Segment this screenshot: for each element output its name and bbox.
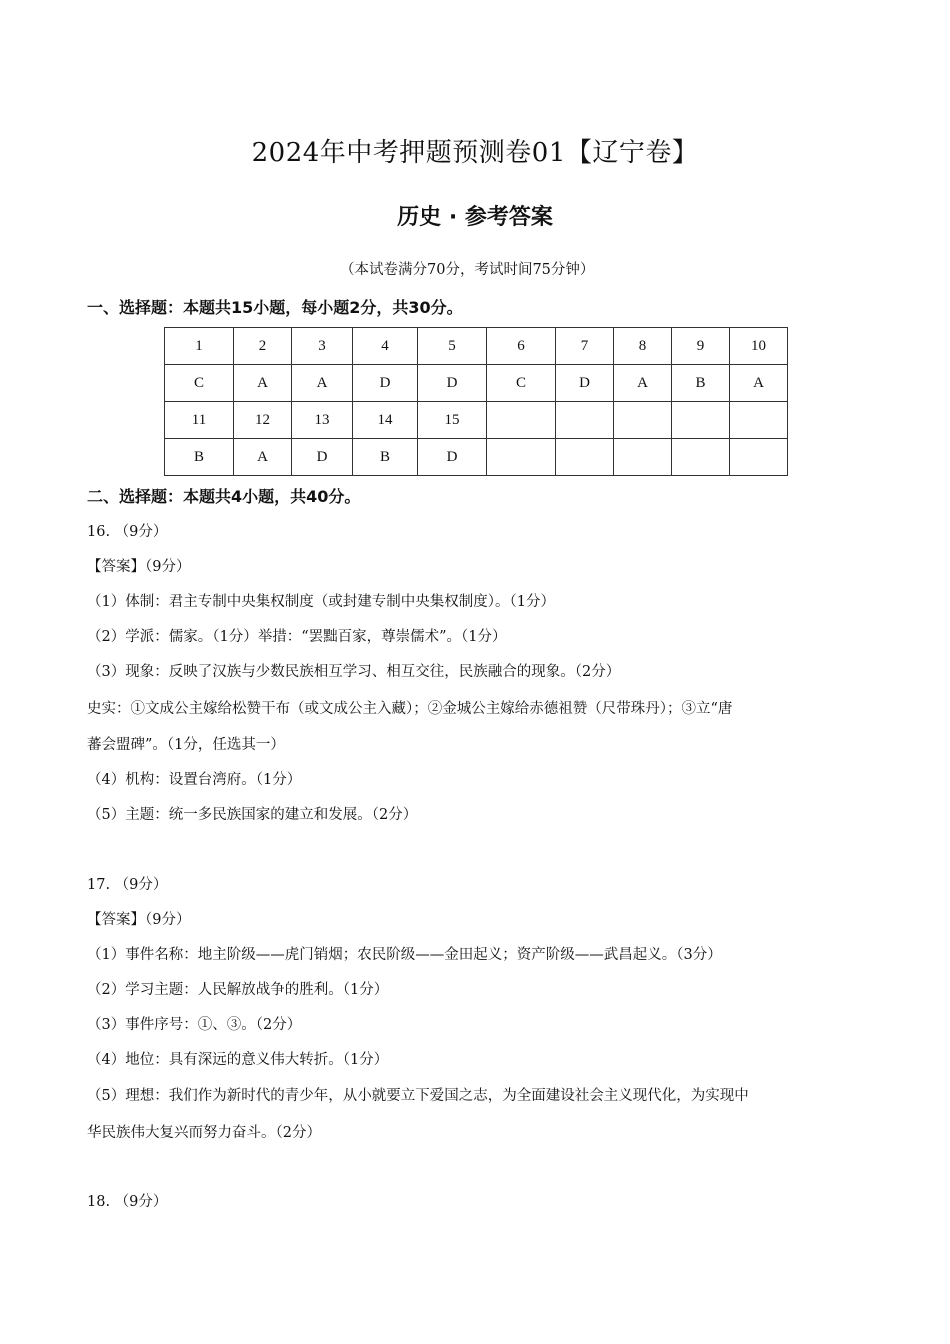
document-title: 2024年中考押题预测卷01【辽宁卷】 bbox=[251, 138, 699, 168]
q17-line: 华民族伟大复兴而努力奋斗。（2分） bbox=[87, 1125, 321, 1141]
answer-table-cell: B bbox=[672, 365, 730, 402]
q16-line: （1）体制：君主专制中央集权制度（或封建专制中央集权制度）。（1分） bbox=[87, 594, 555, 610]
answer-table-cell: D bbox=[418, 439, 487, 476]
answer-table-cell: C bbox=[487, 365, 556, 402]
answer-table-cell: 14 bbox=[353, 402, 418, 439]
answer-table-cell: B bbox=[165, 439, 234, 476]
q17-line: （2）学习主题：人民解放战争的胜利。（1分） bbox=[87, 982, 389, 998]
answer-table-cell: B bbox=[353, 439, 418, 476]
q17-line: （3）事件序号：①、③。（2分） bbox=[87, 1017, 302, 1033]
q17-heading: 17. （9分） bbox=[87, 877, 168, 893]
q16-line: （5）主题：统一多民族国家的建立和发展。（2分） bbox=[87, 807, 418, 823]
answer-table-cell: A bbox=[234, 365, 292, 402]
answer-table-row bbox=[165, 402, 788, 439]
answer-table-cell: D bbox=[353, 365, 418, 402]
answer-table-cell: D bbox=[556, 365, 614, 402]
q16-line: （4）机构：设置台湾府。（1分） bbox=[87, 772, 302, 788]
answer-table-cell: 10 bbox=[730, 328, 788, 365]
answer-table-cell: 12 bbox=[234, 402, 292, 439]
answer-table-cell: D bbox=[418, 365, 487, 402]
section-2-heading: 二、选择题：本题共4小题，共40分。 bbox=[87, 487, 361, 506]
answer-table-cell bbox=[730, 402, 788, 439]
answer-table-cell bbox=[672, 402, 730, 439]
answer-table-cell bbox=[614, 402, 672, 439]
answer-table-cell: A bbox=[614, 365, 672, 402]
exam-note: （本试卷满分70分，考试时间75分钟） bbox=[340, 262, 595, 278]
answer-table-cell: A bbox=[234, 439, 292, 476]
q18-heading: 18. （9分） bbox=[87, 1194, 168, 1210]
answer-table-cell bbox=[487, 439, 556, 476]
answer-table-row bbox=[165, 365, 788, 402]
answer-table-cell: 13 bbox=[292, 402, 353, 439]
answer-table-cell: 7 bbox=[556, 328, 614, 365]
answer-table-cell: A bbox=[730, 365, 788, 402]
answer-table-cell: 11 bbox=[165, 402, 234, 439]
answer-table-cell: C bbox=[165, 365, 234, 402]
q16-line: （3）现象：反映了汉族与少数民族相互学习、相互交往，民族融合的现象。（2分） bbox=[87, 664, 621, 680]
answer-table-cell: 2 bbox=[234, 328, 292, 365]
q16-line: （2）学派：儒家。（1分）举措：“罢黜百家，尊崇儒术”。（1分） bbox=[87, 629, 507, 645]
answer-table-cell bbox=[730, 439, 788, 476]
q17-line: （1）事件名称：地主阶级——虎门销烟；农民阶级——金田起义；资产阶级——武昌起义。（3分） bbox=[87, 947, 722, 963]
answer-table-cell bbox=[614, 439, 672, 476]
answer-table-cell: 4 bbox=[353, 328, 418, 365]
answer-table-row bbox=[165, 439, 788, 476]
answer-table-cell: 1 bbox=[165, 328, 234, 365]
answer-table-cell: 8 bbox=[614, 328, 672, 365]
answer-table-row bbox=[165, 328, 788, 365]
document-subtitle: 历史 · 参考答案 bbox=[397, 205, 553, 230]
answer-table bbox=[164, 327, 788, 476]
answer-table-cell bbox=[556, 402, 614, 439]
q17-answer-label: 【答案】（9分） bbox=[87, 912, 191, 928]
answer-table-cell: A bbox=[292, 365, 353, 402]
q17-line: （4）地位：具有深远的意义伟大转折。（1分） bbox=[87, 1052, 389, 1068]
answer-table-cell: 15 bbox=[418, 402, 487, 439]
section-1-heading: 一、选择题：本题共15小题，每小题2分，共30分。 bbox=[87, 298, 463, 317]
answer-table-cell: D bbox=[292, 439, 353, 476]
answer-table-cell: 9 bbox=[672, 328, 730, 365]
answer-table-cell bbox=[672, 439, 730, 476]
q16-answer-label: 【答案】（9分） bbox=[87, 559, 191, 575]
answer-table-cell bbox=[487, 402, 556, 439]
answer-table-cell bbox=[556, 439, 614, 476]
q16-line: 蕃会盟碑”。（1分，任选其一） bbox=[87, 737, 285, 753]
answer-table-cell: 6 bbox=[487, 328, 556, 365]
q17-line: （5）理想：我们作为新时代的青少年，从小就要立下爱国之志，为全面建设社会主义现代化，为实现中 bbox=[87, 1088, 749, 1104]
answer-table-cell: 3 bbox=[292, 328, 353, 365]
q16-heading: 16. （9分） bbox=[87, 524, 168, 540]
q16-line: 史实：①文成公主嫁给松赞干布（或文成公主入藏）；②金城公主嫁给赤德祖赞（尺带珠丹）；③立“唐 bbox=[87, 701, 733, 717]
answer-table-cell: 5 bbox=[418, 328, 487, 365]
